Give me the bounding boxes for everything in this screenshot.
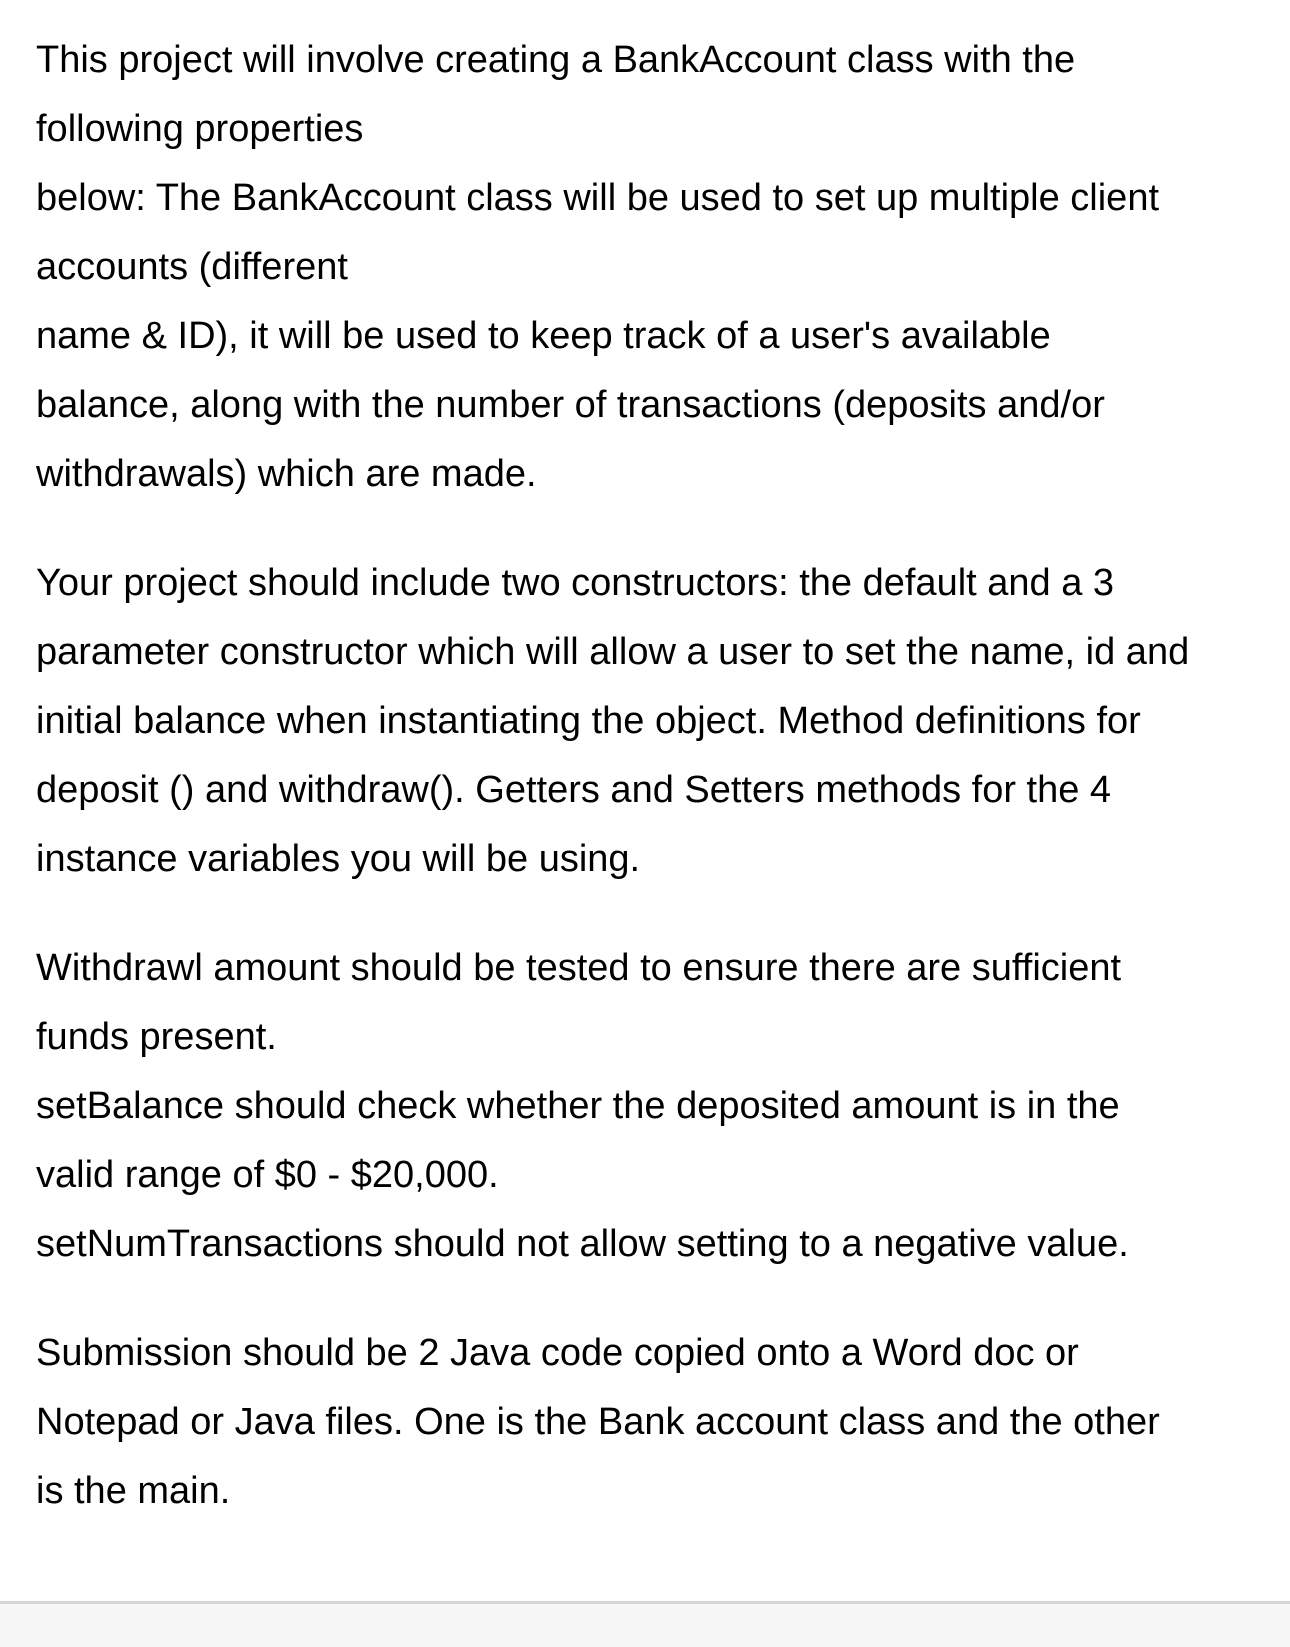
text-line: setNumTransactions should not allow setting to a negative value. [36, 1223, 1129, 1265]
text-line: setBalance should check whether the deposited amount is in the [36, 1085, 1120, 1127]
assignment-text [36, 26, 1276, 1526]
text-line: balance, along with the number of transactions (deposits and/or [36, 384, 1105, 426]
paragraph-submission [36, 1319, 1276, 1526]
text-line: parameter constructor which will allow a user to set the name, id and [36, 631, 1190, 673]
text-line: Submission should be 2 Java code copied onto a Word doc or [36, 1332, 1079, 1374]
text-line: below: The BankAccount class will be used to set up multiple client [36, 177, 1160, 219]
paragraph-spacer [36, 1279, 1276, 1319]
bottom-bar [0, 1601, 1290, 1647]
paragraph-constructors [36, 549, 1276, 894]
text-line: accounts (different [36, 246, 348, 288]
text-line: withdrawals) which are made. [36, 453, 537, 495]
text-line: name & ID), it will be used to keep track of a user's available [36, 315, 1051, 357]
text-line: This project will involve creating a BankAccount class with the [36, 39, 1076, 81]
text-line: is the main. [36, 1470, 231, 1512]
paragraph-spacer [36, 509, 1276, 549]
paragraph-overview [36, 26, 1276, 509]
text-line: Withdrawl amount should be tested to ensure there are sufficient [36, 947, 1122, 989]
paragraph-validation [36, 934, 1276, 1279]
text-line: following properties [36, 108, 364, 150]
paragraph-spacer [36, 894, 1276, 934]
text-line: initial balance when instantiating the object. Method definitions for [36, 700, 1141, 742]
text-line: deposit () and withdraw(). Getters and Setters methods for the 4 [36, 769, 1112, 811]
text-line: Your project should include two constructors: the default and a 3 [36, 562, 1115, 604]
text-line: Notepad or Java files. One is the Bank account class and the other [36, 1401, 1160, 1443]
text-line: funds present. [36, 1016, 277, 1058]
text-line: instance variables you will be using. [36, 838, 641, 880]
text-line: valid range of $0 - $20,000. [36, 1154, 499, 1196]
